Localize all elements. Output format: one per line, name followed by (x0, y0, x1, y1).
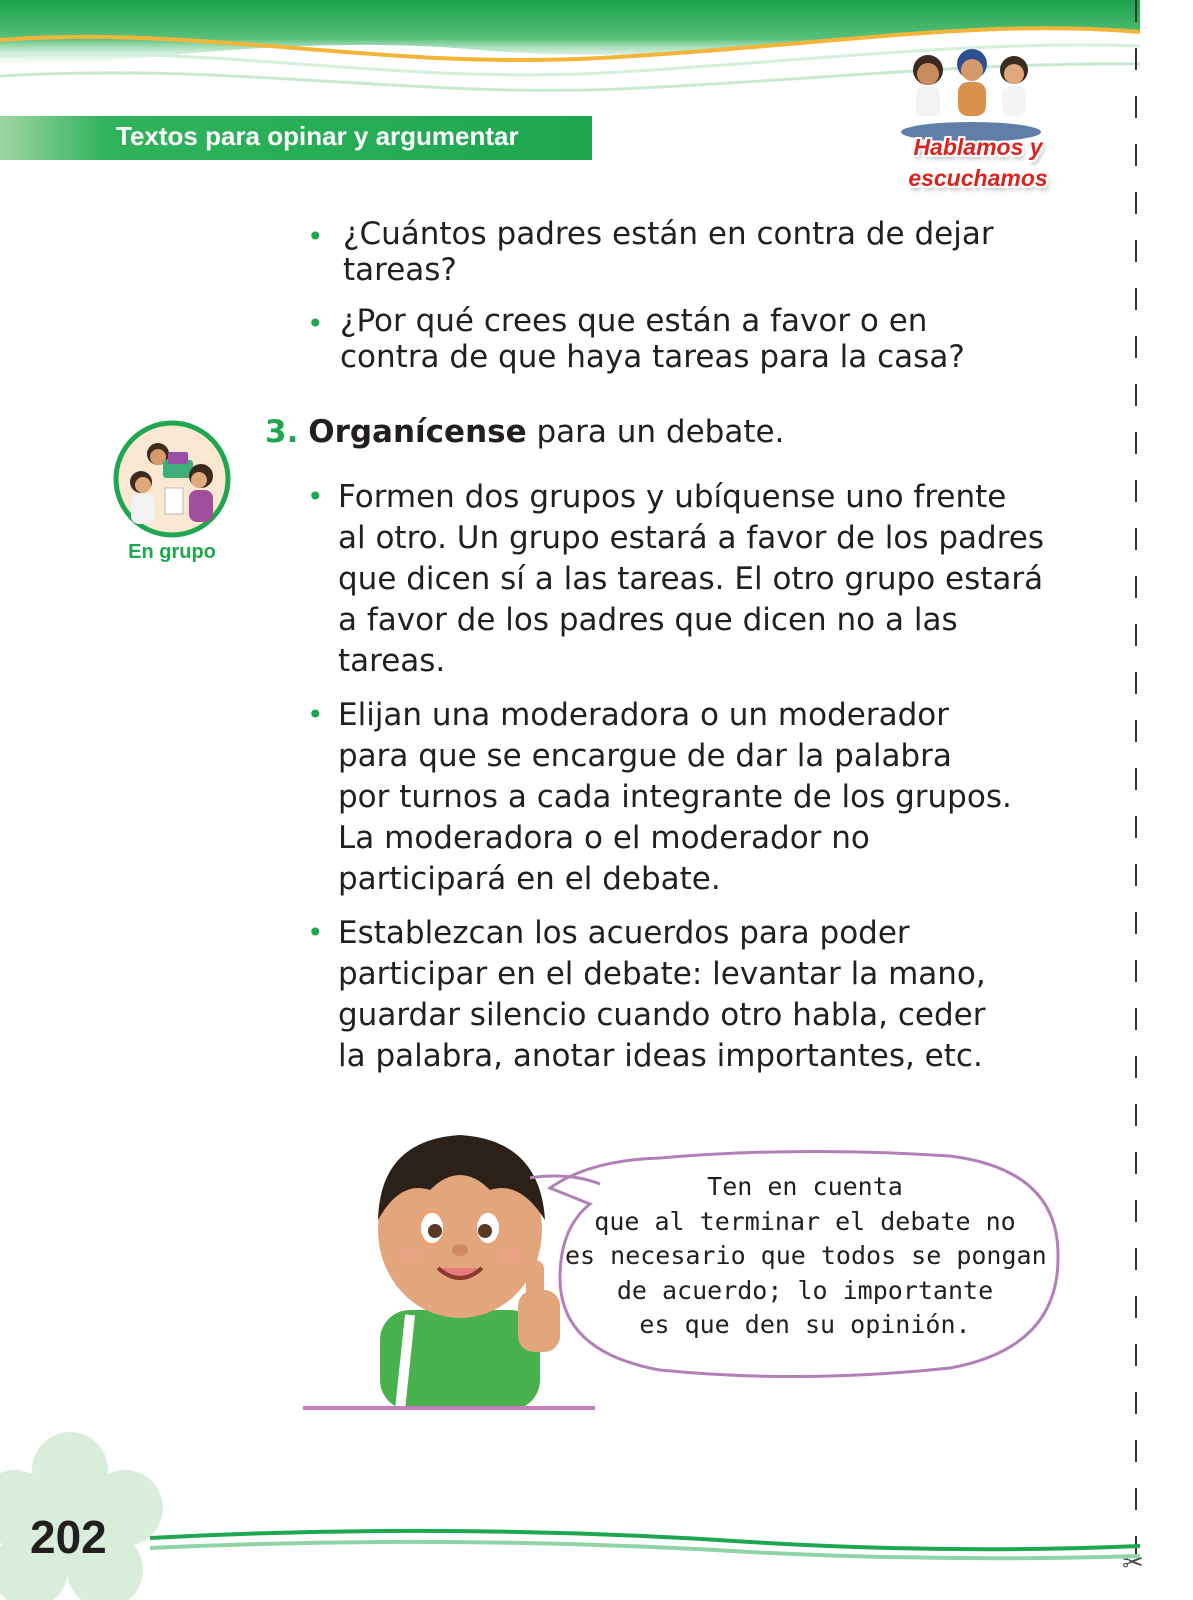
step-verb: Organícense (308, 414, 527, 450)
ground-line (303, 1406, 595, 1410)
bullet-icon: • (307, 916, 324, 949)
page-number: 202 (30, 1511, 107, 1563)
group-icon (113, 420, 231, 538)
question-1: ¿Cuántos padres están en contra de dejar tareas? (343, 216, 994, 288)
instruction-1: Formen dos grupos y ubíquense uno frente al otro. Un grupo estará a favor de los padres que dicen sí a las tareas. El otro grupo estará a favor de los padres que dicen no a las tareas. (338, 479, 1045, 679)
cut-line (1135, 0, 1137, 1580)
scissors-icon: ✂ (1122, 1548, 1144, 1578)
bullet-icon: • (307, 480, 324, 513)
group-label: En grupo (128, 541, 216, 563)
question-2: ¿Por qué crees que están a favor o en contra de que haya tareas para la casa? (340, 303, 965, 375)
children-talking-illustration (896, 44, 1046, 144)
instruction-2: Elijan una moderadora o un moderador para que se encargue de dar la palabra por turnos a cada integrante de los grupos. La moderadora o el moderador no participará en el debate. (338, 697, 1012, 897)
step-heading (265, 414, 784, 450)
bullet-icon: • (307, 698, 324, 731)
footer-wave-decoration (150, 1528, 1140, 1568)
speech-bubble-text: Ten en cuenta que al terminar el debate no es necesario que todos se pongan de acuerdo; lo importante es que den su opinión. (565, 1172, 1047, 1339)
bullet-icon: • (307, 220, 324, 253)
activity-label (880, 132, 1076, 194)
section-title: Textos para opinar y argumentar (116, 121, 519, 151)
instruction-3: Establezcan los acuerdos para poder participar en el debate: levantar la mano, guardar silencio cuando otro habla, ceder la palabra, anotar ideas importantes, etc. (338, 915, 986, 1074)
activity-label-line1: Hablamos y (913, 134, 1043, 160)
bullet-icon: • (307, 307, 324, 340)
step-rest: para un debate. (526, 414, 785, 450)
step-number: 3. (265, 414, 299, 450)
activity-label-line2: escuchamos (908, 165, 1048, 191)
